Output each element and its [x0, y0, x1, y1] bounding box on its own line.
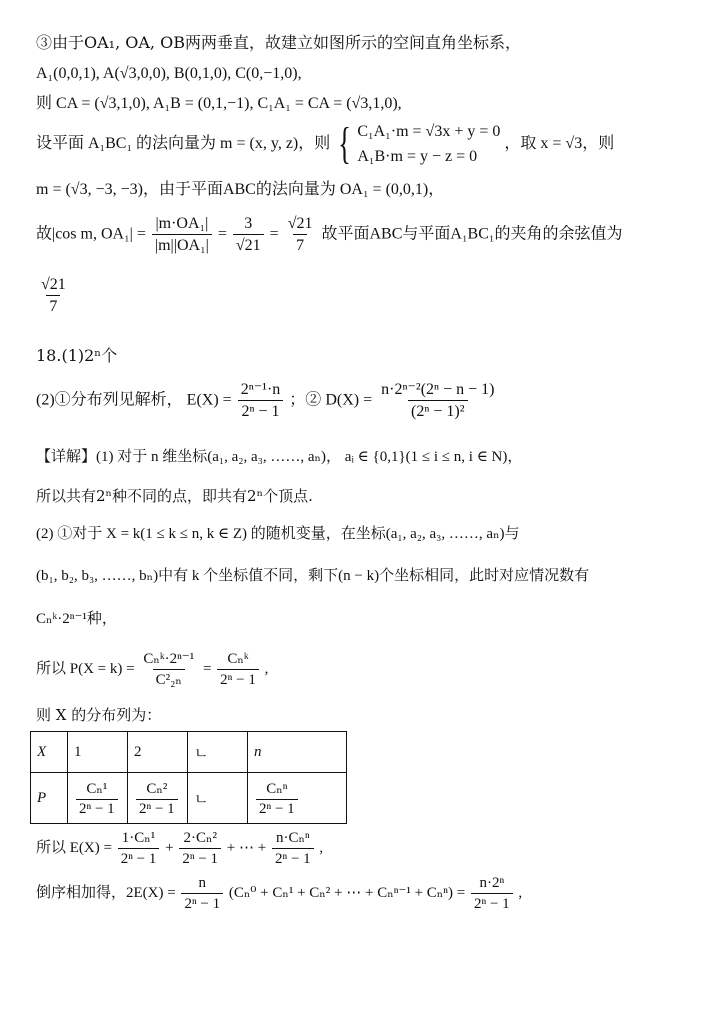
- frac-denominator: 2ⁿ − 1: [136, 799, 178, 818]
- coordinates-line: A₁(0,0,1), A(√3,0,0), B(0,1,0), C(0,−1,0),: [36, 65, 302, 82]
- frac-numerator: n·2ⁿ⁻²(2ⁿ − n − 1): [381, 381, 495, 398]
- final-fraction: [38, 275, 69, 316]
- q18-part1: 18.(1)2ⁿ个: [36, 346, 118, 365]
- prob-fraction-2: [217, 650, 259, 689]
- reverse-fraction-2: [471, 874, 513, 913]
- cos-fraction-1: [152, 214, 212, 255]
- cos-fraction-3: [285, 214, 316, 255]
- frac-numerator: Cₙ²: [146, 780, 168, 797]
- ex-prefix: 所以 E(X) =: [36, 839, 112, 856]
- prob-fraction-1: [140, 650, 197, 689]
- detail-line-5: Cₙᵏ·2ⁿ⁻¹种，: [36, 611, 117, 627]
- system-eq-2: A₁B·m = y − z = 0: [357, 148, 478, 166]
- frac-numerator: |m·OA₁|: [155, 215, 209, 232]
- detail-line-3: (2) ①对于 X = k(1 ≤ k ≤ n, k ∈ Z) 的随机变量，在坐标(a₁, a₂, a₃, ……, aₙ)与: [36, 526, 520, 542]
- frac-numerator: √21: [287, 215, 313, 232]
- frac-numerator: 1·Cₙ¹: [121, 830, 156, 846]
- frac-denominator: 2ⁿ − 1: [181, 893, 223, 913]
- table-cell: [128, 773, 188, 824]
- ex-term-1: [118, 829, 160, 868]
- dx-label: D(X) =: [325, 391, 373, 409]
- prob-prefix: 所以 P(X = k) =: [36, 660, 135, 677]
- header-partial-line: ③由于OA₁, OA, OB两两垂直，故建立如图所示的空间直角坐标系，: [36, 33, 521, 52]
- ex-fraction: [238, 380, 284, 421]
- detail-line-2: 所以共有2ⁿ种不同的点，即共有2ⁿ个顶点.: [36, 487, 313, 505]
- normal-vector-line: [36, 119, 615, 169]
- separator: ；②: [289, 391, 322, 409]
- distribution-table: [30, 731, 347, 824]
- final-answer-line: [36, 275, 71, 316]
- frac-denominator: 2ⁿ − 1: [179, 848, 221, 868]
- detail-line-4: (b₁, b₂, b₃, ……, bₙ)中有 k 个坐标值不同，剩下(n − k)个坐标相同，此时对应情况数有: [36, 568, 590, 584]
- ex-term-2: [179, 829, 221, 868]
- left-brace: {: [338, 119, 352, 169]
- frac-denominator: 2ⁿ − 1: [118, 848, 160, 868]
- frac-denominator: 2ⁿ − 1: [256, 799, 298, 818]
- equals-sign: =: [217, 225, 227, 243]
- plus-ellipsis: + ⋯ +: [226, 839, 267, 856]
- vectors-text: CA = (√3,1,0), A₁B = (0,1,−1), C₁A₁ = CA = (√3,1,0),: [56, 95, 402, 112]
- distribution-intro: 则 X 的分布列为：: [36, 706, 162, 724]
- frac-denominator: |m||OA₁|: [152, 234, 212, 255]
- vectors-line: [36, 94, 402, 113]
- cos-fraction-2: [233, 214, 264, 255]
- frac-denominator: 7: [46, 295, 60, 316]
- table-cell: P: [31, 773, 68, 824]
- q18-2-prefix: (2)①分布列见解析，: [36, 391, 183, 409]
- cos-prefix: 故|cos m, OA₁| =: [36, 225, 146, 243]
- table-cell: ㄴ: [188, 773, 248, 824]
- m-result-line: m = (√3, −3, −3)，由于平面ABC的法向量为 OA₁ = (0,0,1)，: [36, 181, 445, 198]
- frac-denominator: C²₂ₙ: [153, 669, 185, 689]
- frac-numerator: 2·Cₙ²: [183, 830, 217, 846]
- ex-term-n: [272, 829, 314, 868]
- frac-denominator: 2ⁿ − 1: [217, 669, 259, 689]
- cell-fraction: [256, 779, 298, 818]
- frac-numerator: Cₙᵏ: [227, 651, 249, 667]
- frac-numerator: 2ⁿ⁻¹·n: [240, 381, 281, 398]
- vectors-prefix: 则: [36, 95, 53, 112]
- equals-sign: =: [202, 660, 212, 677]
- binomial-sum: (Cₙ⁰ + Cₙ¹ + Cₙ² + ⋯ + Cₙⁿ⁻¹ + Cₙⁿ) =: [228, 884, 466, 901]
- frac-numerator: n·2ⁿ: [479, 875, 505, 891]
- frac-denominator: (2ⁿ − 1)²: [408, 400, 468, 421]
- q18-part2: [36, 380, 499, 421]
- normal-prefix: 设平面 A₁BC₁ 的法向量为 m = (x, y, z)，则: [36, 134, 331, 152]
- frac-numerator: √21: [41, 276, 66, 293]
- expectation-line: [36, 829, 323, 868]
- frac-numerator: Cₙⁿ: [266, 780, 288, 797]
- table-cell: 2: [128, 732, 188, 773]
- prob-suffix: ,: [264, 660, 269, 677]
- reverse-prefix: 倒序相加得，2E(X) =: [36, 884, 176, 901]
- frac-numerator: n·Cₙⁿ: [275, 830, 310, 846]
- table-cell: X: [31, 732, 68, 773]
- frac-denominator: √21: [233, 234, 264, 255]
- table-cell: [248, 773, 347, 824]
- frac-denominator: 2ⁿ − 1: [272, 848, 314, 868]
- plus-sign: +: [165, 839, 174, 856]
- table-row: [31, 773, 347, 824]
- dx-fraction: [378, 380, 497, 421]
- normal-suffix: ，取 x = √3，则: [504, 134, 615, 152]
- equals-sign: =: [269, 225, 279, 243]
- frac-denominator: 2ⁿ − 1: [238, 400, 282, 421]
- ex-label: E(X) =: [186, 391, 232, 409]
- reverse-sum-line: [36, 874, 522, 913]
- frac-denominator: 2ⁿ − 1: [471, 893, 513, 913]
- table-cell: n: [248, 732, 347, 773]
- reverse-suffix: ,: [518, 884, 523, 901]
- cell-fraction: [136, 779, 178, 818]
- frac-numerator: n: [198, 875, 207, 891]
- frac-numerator: 3: [244, 215, 253, 232]
- cosine-line: [36, 214, 622, 255]
- reverse-fraction-1: [181, 874, 223, 913]
- ex-suffix: ,: [319, 839, 324, 856]
- frac-denominator: 2ⁿ − 1: [76, 799, 118, 818]
- frac-numerator: Cₙ¹: [86, 780, 108, 797]
- system-eq-1: C₁A₁·m = √3x + y = 0: [357, 123, 501, 140]
- frac-numerator: Cₙᵏ·2ⁿ⁻¹: [143, 651, 195, 667]
- probability-line: [36, 650, 268, 689]
- table-cell: ㄴ: [188, 732, 248, 773]
- table-row: [31, 732, 347, 773]
- equation-system: [334, 119, 501, 169]
- table-cell: 1: [68, 732, 128, 773]
- frac-denominator: 7: [293, 234, 307, 255]
- cos-suffix: 故平面ABC与平面A₁BC₁的夹角的余弦值为: [321, 225, 623, 243]
- cell-fraction: [76, 779, 118, 818]
- detail-line-1: 【详解】(1) 对于 n 维坐标(a₁, a₂, a₃, ……, aₙ)， aᵢ ∈ {0,1}(1 ≤ i ≤ n, i ∈ N)，: [36, 449, 523, 465]
- table-cell: [68, 773, 128, 824]
